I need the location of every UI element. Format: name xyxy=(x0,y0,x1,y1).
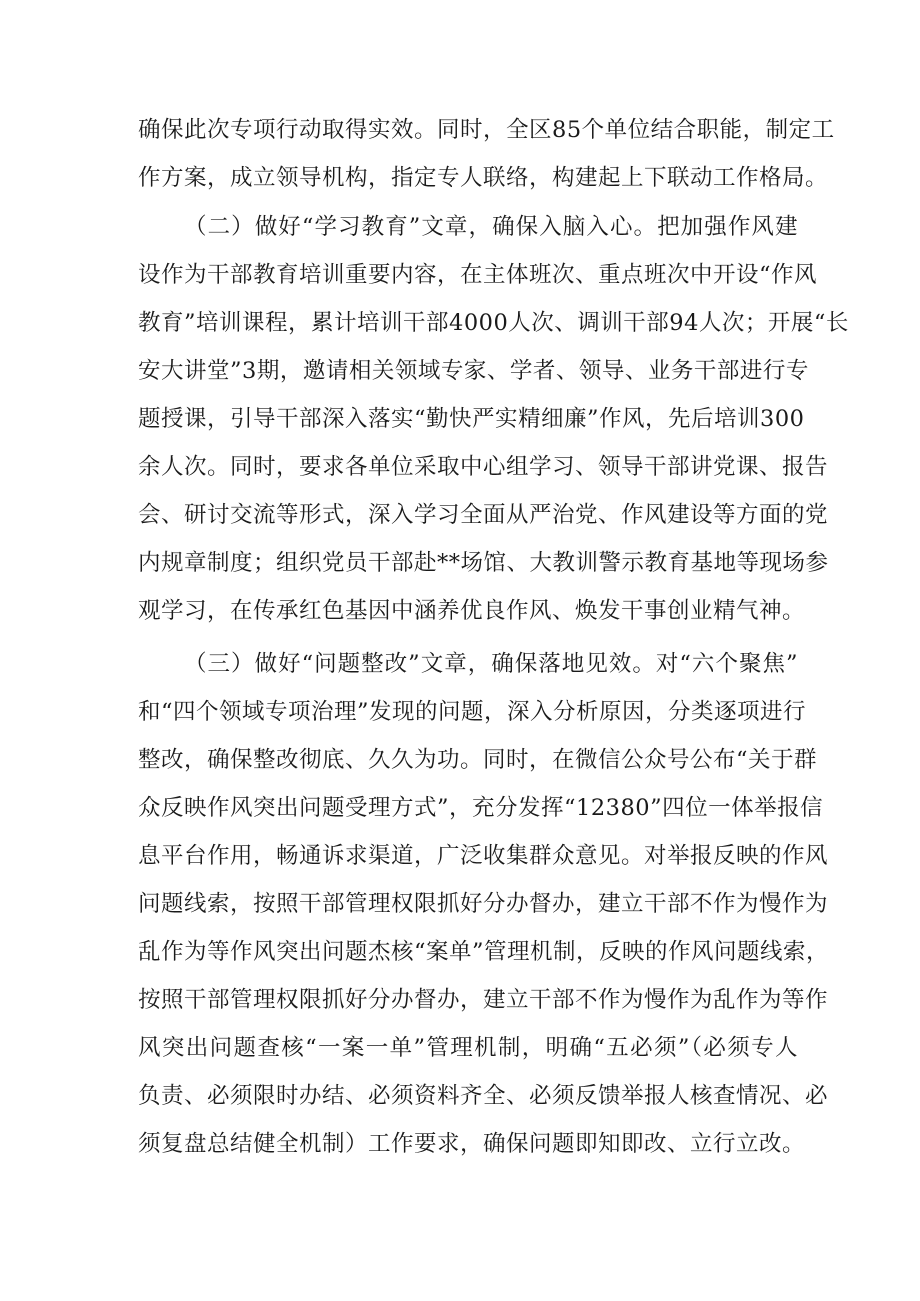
paragraph-2-line-7: 会、研讨交流等形式，深入学习全面从严治党、作风建设等方面的党 xyxy=(138,502,829,528)
paragraph-3-line-4: 众反映作风突出问题受理方式”，充分发挥“12380”四位一体举报信 xyxy=(138,795,824,821)
paragraph-2-line-4: 安大讲堂”3期，邀请相关领域专家、学者、领导、业务干部进行专 xyxy=(138,358,809,384)
paragraph-3-line-11: 须复盘总结健全机制）工作要求，确保问题即知即改、立行立改。 xyxy=(138,1131,806,1157)
paragraph-2-line-3: 教育”培训课程，累计培训干部4000人次、调训干部94人次；开展“长 xyxy=(138,310,849,336)
paragraph-3-line-8: 按照干部管理权限抓好分办督办，建立干部不作为慢作为乱作为等作 xyxy=(138,987,829,1013)
paragraph-3-line-1: （三）做好“问题整改”文章，确保落地见效。对“六个聚焦” xyxy=(184,651,798,677)
paragraph-1-line-1: 确保此次专项行动取得实效。同时，全区85个单位结合职能，制定工 xyxy=(138,117,835,143)
paragraph-2-line-1: （二）做好“学习教育”文章，确保入脑入心。把加强作风建 xyxy=(184,214,798,240)
paragraph-3-line-7: 乱作为等作风突出问题杰核“案单”管理机制，反映的作风问题线索， xyxy=(138,939,830,965)
paragraph-2-line-5: 题授课，引导干部深入落实“勤快严实精细廉”作风，先后培训300 xyxy=(138,406,805,432)
paragraph-3-line-3: 整改，确保整改彻底、久久为功。同时，在微信公众号公布“关于群 xyxy=(138,747,818,773)
paragraph-2-line-2: 设作为干部教育培训重要内容，在主体班次、重点班次中开设“作风 xyxy=(138,262,818,288)
paragraph-3-line-6: 问题线索，按照干部管理权限抓好分办督办，建立干部不作为慢作为 xyxy=(138,891,829,917)
paragraph-2-line-6: 余人次。同时，要求各单位采取中心组学习、领导干部讲党课、报告 xyxy=(138,454,829,480)
paragraph-3-line-10: 负责、必须限时办结、必须资料齐全、必须反馈举报人核查情况、必 xyxy=(138,1083,829,1109)
paragraph-1-line-2: 作方案，成立领导机构，指定专人联络，构建起上下联动工作格局。 xyxy=(138,165,829,191)
paragraph-2-line-9: 观学习，在传承红色基因中涵养优良作风、焕发干事创业精气神。 xyxy=(138,598,806,624)
paragraph-2-line-8: 内规章制度；组织党员干部赴**场馆、大教训警示教育基地等现场参 xyxy=(138,550,829,576)
paragraph-3-line-9: 风突出问题查核“一案一单”管理机制，明确“五必须”（必须专人 xyxy=(138,1035,798,1061)
paragraph-3-line-2: 和“四个领域专项治理”发现的问题，深入分析原因，分类逐项进行 xyxy=(138,699,807,725)
paragraph-3-line-5: 息平台作用，畅通诉求渠道，广泛收集群众意见。对举报反映的作风 xyxy=(138,843,829,869)
